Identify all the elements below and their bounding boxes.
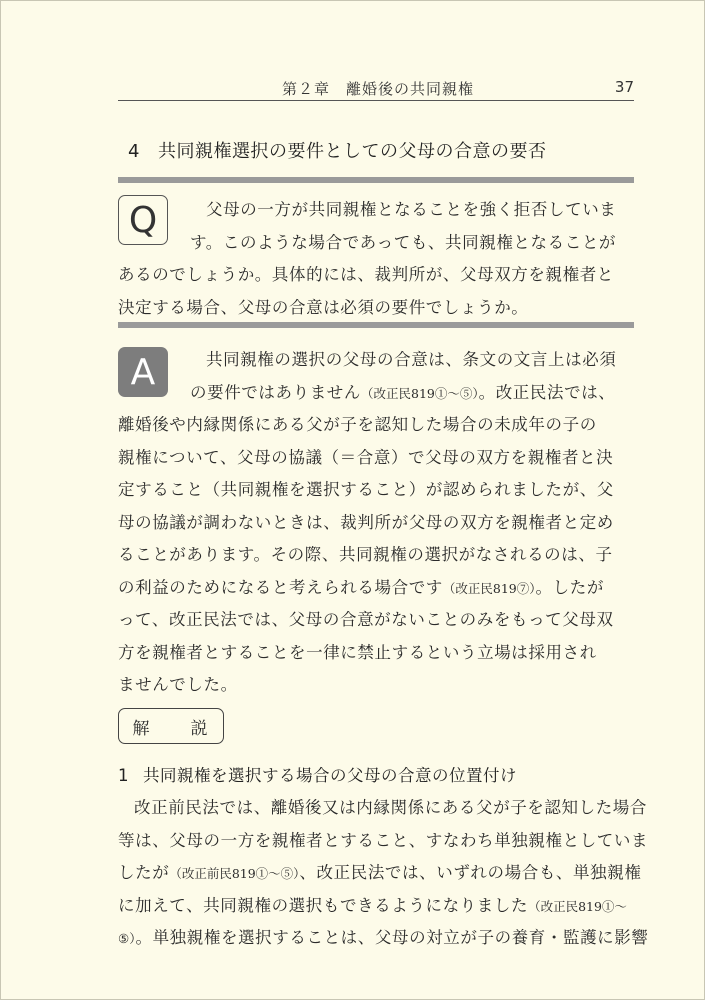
answer-line: の要件ではありません（改正民819①～⑤）。改正民法では、 [190, 382, 616, 402]
answer-line: って、改正民法では、父母の合意がないことのみをもって父母双 [118, 610, 614, 629]
answer-line: ませんでした。 [118, 675, 238, 694]
page-number: 37 [614, 78, 634, 96]
answer-line: の利益のためになると考えられる場合です（改正民819⑦）。したが [118, 577, 604, 597]
question-line: あるのでしょうか。具体的には、裁判所が、父母双方を親権者と [118, 265, 614, 284]
law-reference: （改正民819①～ [528, 898, 627, 914]
section-title-text: 共同親権選択の要件としての父母の合意の要否 [157, 141, 547, 162]
answer-line: 離婚後や内縁関係にある父が子を認知した場合の未成年の子の [118, 415, 597, 434]
question-marker: Q [118, 195, 168, 245]
answer-line: 方を親権者とすることを一律に禁止するという立場は採用され [118, 642, 597, 662]
law-reference: （改正民819①～⑤） [361, 385, 479, 401]
explanation-line: に加えて、共同親権の選択もできるようになりました（改正民819①～ [118, 895, 627, 915]
law-reference: ⑤） [118, 931, 136, 946]
question-text [118, 194, 638, 324]
answer-marker: A [118, 347, 168, 397]
subsection-title-text: 共同親権を選択する場合の父母の合意の位置付け [143, 766, 517, 785]
law-reference: （改正前民819①～⑤） [169, 866, 300, 881]
divider-bar-top [118, 177, 634, 183]
answer-line: ることがあります。その際、共同親権の選択がなされるのは、子 [118, 545, 613, 564]
answer-line: 母の協議が調わないときは、裁判所が父母の双方を親権者と定め [118, 512, 614, 532]
running-header [118, 74, 634, 101]
subsection-heading [118, 762, 517, 786]
answer-line: 定すること（共同親権を選択すること）が認められましたが、父 [118, 480, 614, 499]
question-line: す。このような場合であっても、共同親権となることが [190, 232, 617, 252]
section-number: 4 [128, 141, 140, 162]
chapter-title: 第２章 離婚後の共同親権 [281, 80, 474, 98]
answer-line: 親権について、父母の協議（＝合意）で父母の双方を親権者と決 [118, 447, 614, 467]
explanation-line: 改正前民法では、離婚後又は内縁関係にある父が子を認知した場合 [134, 798, 647, 817]
question-line: 決定する場合、父母の合意は必須の要件でしょうか。 [118, 297, 529, 317]
divider-bar-middle [118, 322, 634, 328]
section-heading [128, 137, 546, 163]
answer-text [118, 344, 638, 694]
explanation-line: したが（改正前民819①～⑤）、改正民法では、いずれの場合も、単独親権 [118, 863, 642, 882]
question-line: 父母の一方が共同親権となることを強く拒否していま [206, 200, 617, 219]
answer-line: 共同親権の選択の父母の合意は、条文の文言上は必須 [206, 350, 617, 369]
subsection-number: 1 [118, 766, 129, 785]
explanation-line: 等は、父母の一方を親権者とすること、すなわち単独親権としていま [118, 830, 649, 850]
explanation-text [118, 792, 649, 962]
explanation-line: ⑤）。単独親権を選択することは、父母の対立が子の養育・監護に影響 [118, 928, 649, 947]
law-reference: （改正民819⑦） [442, 580, 536, 596]
commentary-label: 解 説 [118, 708, 224, 744]
